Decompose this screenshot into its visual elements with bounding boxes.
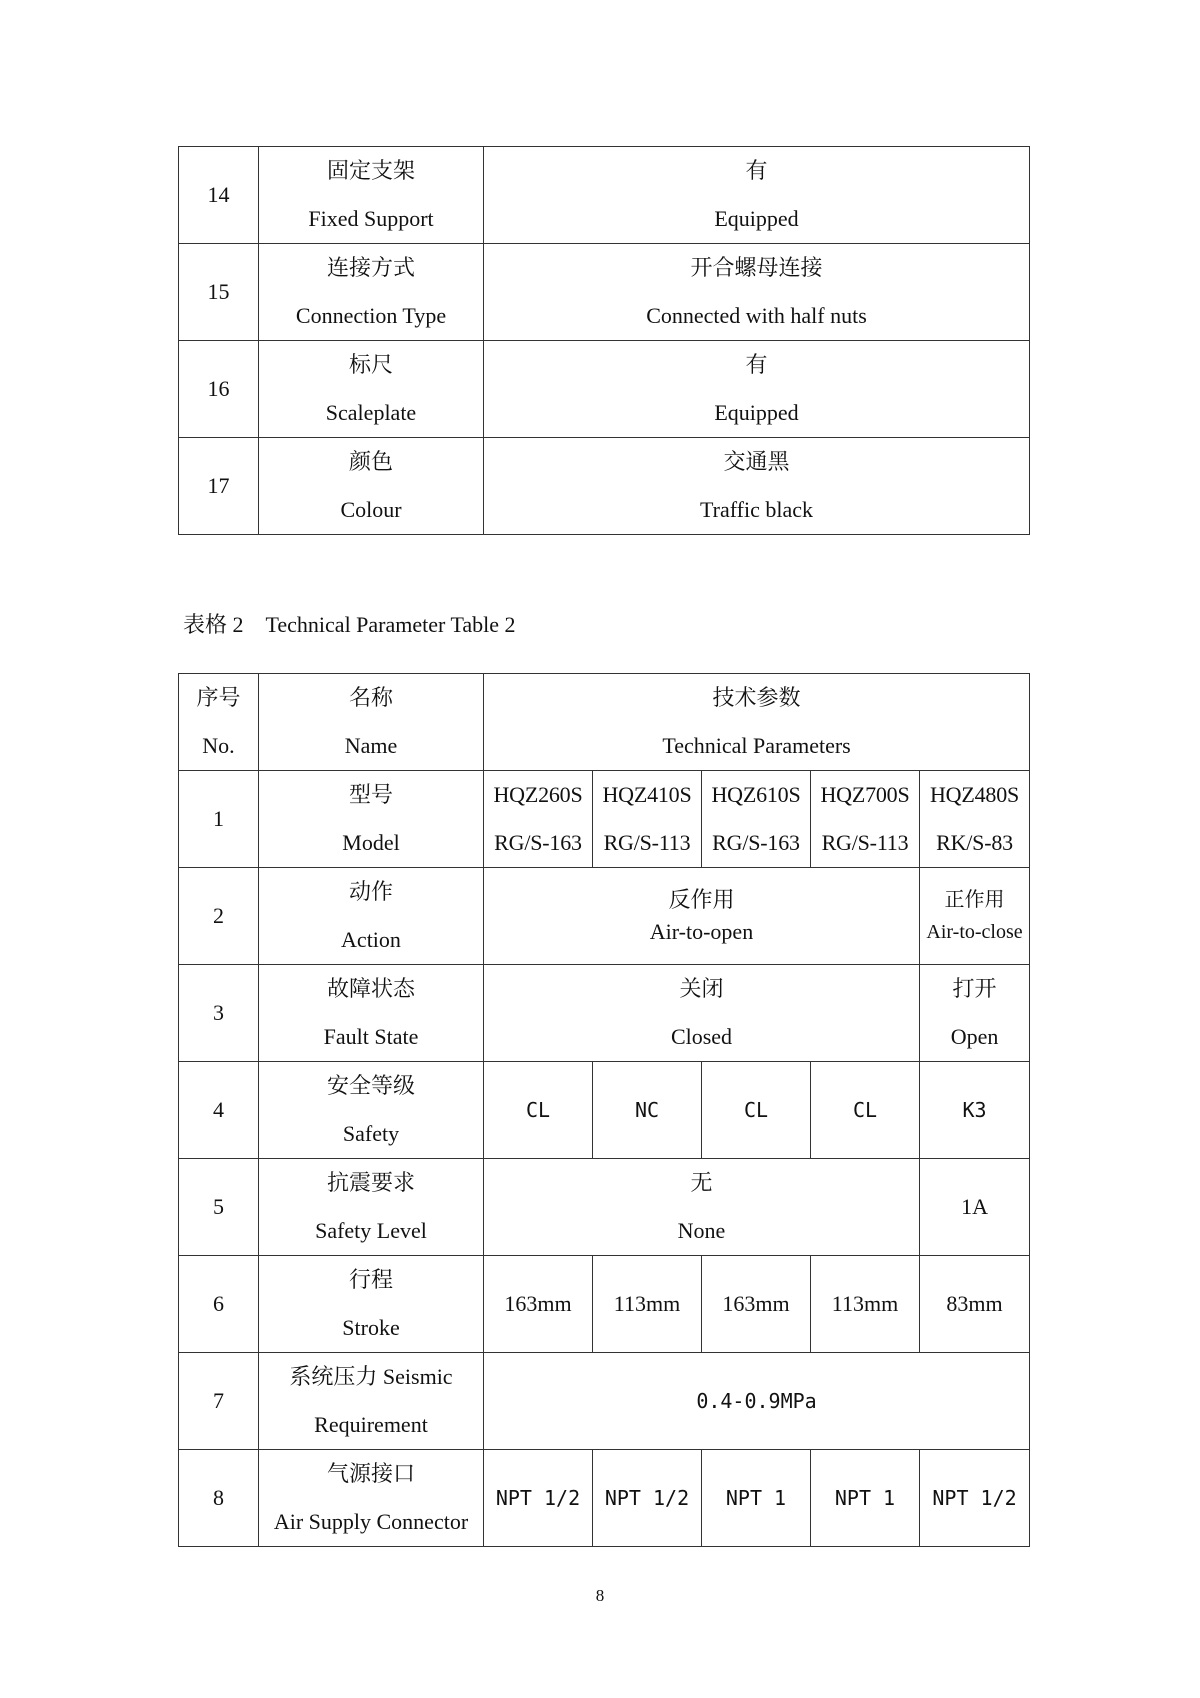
table-row: [179, 1159, 1030, 1256]
fault-state-value: 打开 Open: [920, 965, 1030, 1062]
safety-value: CL: [702, 1062, 811, 1159]
header-no: 序号 No.: [179, 674, 259, 771]
stroke-value: 113mm: [811, 1256, 920, 1353]
table-row: [179, 438, 1030, 535]
parameter-name: 型号 Model: [259, 771, 484, 868]
air-connector-value: NPT 1/2: [920, 1450, 1030, 1547]
safety-value: NC: [593, 1062, 702, 1159]
row-number: 15: [179, 244, 259, 341]
row-number: 5: [179, 1159, 259, 1256]
table-row: [179, 965, 1030, 1062]
parameter-table-2: [178, 673, 1030, 1547]
table-row: [179, 341, 1030, 438]
safety-value: CL: [811, 1062, 920, 1159]
pressure-value: 0.4-0.9MPa: [484, 1353, 1030, 1450]
row-number: 6: [179, 1256, 259, 1353]
air-connector-value: NPT 1: [811, 1450, 920, 1547]
row-number: 8: [179, 1450, 259, 1547]
action-value-reverse: 反作用 Air-to-open: [484, 868, 920, 965]
row-number: 7: [179, 1353, 259, 1450]
parameter-value: 有 Equipped: [484, 341, 1030, 438]
parameter-name: 标尺 Scaleplate: [259, 341, 484, 438]
parameter-value: 开合螺母连接 Connected with half nuts: [484, 244, 1030, 341]
parameter-name: 抗震要求 Safety Level: [259, 1159, 484, 1256]
stroke-value: 113mm: [593, 1256, 702, 1353]
table-row: [179, 1450, 1030, 1547]
header-technical-parameters: 技术参数 Technical Parameters: [484, 674, 1030, 771]
parameter-table-1: [178, 146, 1030, 535]
row-number: 16: [179, 341, 259, 438]
air-connector-value: NPT 1/2: [484, 1450, 593, 1547]
table-row: [179, 1062, 1030, 1159]
seismic-value: 1A: [920, 1159, 1030, 1256]
parameter-name: 连接方式 Connection Type: [259, 244, 484, 341]
row-number: 1: [179, 771, 259, 868]
parameter-name: 系统压力 Seismic Requirement: [259, 1353, 484, 1450]
model-value: HQZ700S RG/S-113: [811, 771, 920, 868]
parameter-name: 气源接口 Air Supply Connector: [259, 1450, 484, 1547]
table-row: [179, 244, 1030, 341]
parameter-name: 故障状态 Fault State: [259, 965, 484, 1062]
row-number: 14: [179, 147, 259, 244]
stroke-value: 163mm: [484, 1256, 593, 1353]
table-row: [179, 1256, 1030, 1353]
table-caption: 表格 2 Technical Parameter Table 2: [183, 612, 516, 637]
parameter-name: 固定支架 Fixed Support: [259, 147, 484, 244]
model-value: HQZ480S RK/S-83: [920, 771, 1030, 868]
parameter-name: 颜色 Colour: [259, 438, 484, 535]
table-row: [179, 868, 1030, 965]
header-name: 名称 Name: [259, 674, 484, 771]
table-row: [179, 771, 1030, 868]
parameter-value: 有 Equipped: [484, 147, 1030, 244]
parameter-name: 安全等级 Safety: [259, 1062, 484, 1159]
model-value: HQZ610S RG/S-163: [702, 771, 811, 868]
row-number: 4: [179, 1062, 259, 1159]
row-number: 2: [179, 868, 259, 965]
row-number: 17: [179, 438, 259, 535]
row-number: 3: [179, 965, 259, 1062]
parameter-name: 动作 Action: [259, 868, 484, 965]
air-connector-value: NPT 1: [702, 1450, 811, 1547]
model-value: HQZ410S RG/S-113: [593, 771, 702, 868]
table-row: [179, 147, 1030, 244]
fault-state-value: 关闭 Closed: [484, 965, 920, 1062]
parameter-name: 行程 Stroke: [259, 1256, 484, 1353]
safety-value: CL: [484, 1062, 593, 1159]
parameter-value: 交通黑 Traffic black: [484, 438, 1030, 535]
table-row: [179, 1353, 1030, 1450]
page-number: 8: [595, 1586, 605, 1605]
air-connector-value: NPT 1/2: [593, 1450, 702, 1547]
seismic-value: 无 None: [484, 1159, 920, 1256]
model-value: HQZ260S RG/S-163: [484, 771, 593, 868]
table-header-row: [179, 674, 1030, 771]
stroke-value: 83mm: [920, 1256, 1030, 1353]
stroke-value: 163mm: [702, 1256, 811, 1353]
action-value-direct: 正作用 Air-to-close: [920, 868, 1030, 965]
safety-value: K3: [920, 1062, 1030, 1159]
